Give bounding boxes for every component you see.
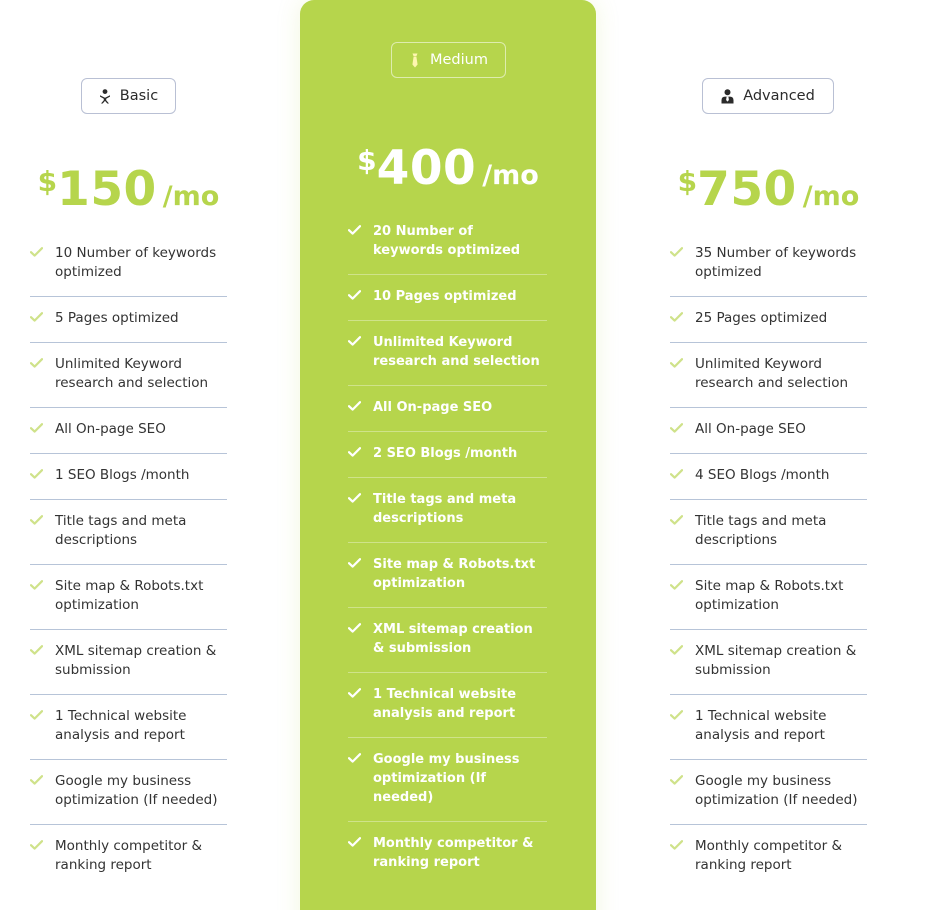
checkmark-icon <box>348 834 373 847</box>
price-amount: 750 <box>697 162 797 217</box>
feature-text: Site map & Robots.txt optimization <box>373 557 536 591</box>
checkmark-icon <box>30 642 55 655</box>
plan-badge-label: Medium <box>430 52 488 68</box>
price-period: /mo <box>802 181 860 212</box>
checkmark-icon <box>670 772 695 785</box>
checkmark-icon <box>348 444 373 457</box>
feature-text: Site map & Robots.txt optimization <box>695 578 844 613</box>
feature-text: Unlimited Keyword research and selection <box>695 356 849 391</box>
plan-price <box>300 141 596 196</box>
feature-text: All On-page SEO <box>695 421 806 437</box>
checkmark-icon <box>670 355 695 368</box>
feature-text: 1 Technical website analysis and report <box>55 708 187 743</box>
feature-text: Monthly competitor & ranking report <box>695 838 843 873</box>
feature-text: Site map & Robots.txt optimization <box>55 578 204 613</box>
price-amount: 400 <box>376 141 477 196</box>
checkmark-icon <box>348 685 373 698</box>
feature-text: Unlimited Keyword research and selection <box>55 356 209 391</box>
plan-badge-medium[interactable] <box>391 42 506 78</box>
plan-badge-basic[interactable] <box>81 78 176 114</box>
feature-item <box>30 630 227 695</box>
feature-text: Title tags and meta descriptions <box>373 492 517 526</box>
price-period: /mo <box>482 160 539 191</box>
feature-text: XML sitemap creation & submission <box>373 622 533 656</box>
checkmark-icon <box>30 420 55 433</box>
checkmark-icon <box>30 512 55 525</box>
feature-item <box>670 695 867 760</box>
checkmark-icon <box>30 772 55 785</box>
plan-price <box>670 162 867 217</box>
feature-text: 1 Technical website analysis and report <box>373 687 517 721</box>
checkmark-icon <box>348 620 373 633</box>
feature-item <box>348 210 547 275</box>
price-currency: $ <box>357 144 377 177</box>
feature-text: Google my business optimization (If needed) <box>695 773 858 808</box>
feature-text: Google my business optimization (If needed) <box>373 752 520 805</box>
checkmark-icon <box>30 309 55 322</box>
business-user-icon <box>721 89 734 104</box>
price-period: /mo <box>162 181 220 212</box>
feature-text: All On-page SEO <box>373 400 493 415</box>
checkmark-icon <box>670 577 695 590</box>
checkmark-icon <box>30 466 55 479</box>
feature-item <box>30 454 227 500</box>
checkmark-icon <box>30 244 55 257</box>
feature-item <box>30 408 227 454</box>
feature-text: XML sitemap creation & submission <box>55 643 217 678</box>
feature-item <box>348 738 547 822</box>
checkmark-icon <box>348 490 373 503</box>
feature-item <box>670 760 867 825</box>
pricing-card-medium <box>300 0 596 910</box>
feature-item <box>30 297 227 343</box>
feature-text: 25 Pages optimized <box>695 310 828 326</box>
price-amount: 150 <box>57 162 157 217</box>
checkmark-icon <box>348 555 373 568</box>
checkmark-icon <box>348 333 373 346</box>
feature-item <box>30 500 227 565</box>
checkmark-icon <box>670 642 695 655</box>
feature-item <box>348 608 547 673</box>
feature-item <box>348 478 547 543</box>
feature-text: Title tags and meta descriptions <box>55 513 187 548</box>
feature-text: 20 Number of keywords optimized <box>373 224 521 258</box>
feature-list <box>348 210 547 886</box>
checkmark-icon <box>30 355 55 368</box>
checkmark-icon <box>348 222 373 235</box>
feature-text: 4 SEO Blogs /month <box>695 467 830 483</box>
feature-item <box>670 630 867 695</box>
feature-text: 35 Number of keywords optimized <box>695 245 857 280</box>
feature-item <box>670 408 867 454</box>
checkmark-icon <box>348 398 373 411</box>
price-currency: $ <box>677 165 698 198</box>
feature-item <box>670 565 867 630</box>
checkmark-icon <box>30 837 55 850</box>
feature-text: XML sitemap creation & submission <box>695 643 857 678</box>
feature-text: Unlimited Keyword research and selection <box>373 335 540 369</box>
person-icon <box>99 89 111 104</box>
checkmark-icon <box>348 287 373 300</box>
feature-text: 5 Pages optimized <box>55 310 179 326</box>
checkmark-icon <box>670 707 695 720</box>
feature-item <box>348 386 547 432</box>
feature-text: All On-page SEO <box>55 421 166 437</box>
feature-text: 2 SEO Blogs /month <box>373 446 518 461</box>
feature-item <box>670 454 867 500</box>
feature-text: Monthly competitor & ranking report <box>373 836 534 870</box>
feature-text: Title tags and meta descriptions <box>695 513 827 548</box>
feature-text: 10 Pages optimized <box>373 289 517 304</box>
plan-badge-label: Basic <box>119 88 159 104</box>
feature-item <box>30 825 227 889</box>
feature-item <box>348 673 547 738</box>
feature-text: 1 Technical website analysis and report <box>695 708 827 743</box>
feature-item <box>348 822 547 886</box>
feature-item <box>30 232 227 297</box>
feature-item <box>348 543 547 608</box>
tie-icon <box>409 53 421 68</box>
feature-item <box>348 432 547 478</box>
feature-item <box>670 500 867 565</box>
checkmark-icon <box>348 750 373 763</box>
feature-item <box>670 825 867 889</box>
feature-item <box>670 343 867 408</box>
checkmark-icon <box>30 707 55 720</box>
checkmark-icon <box>670 466 695 479</box>
feature-item <box>670 232 867 297</box>
feature-text: Monthly competitor & ranking report <box>55 838 203 873</box>
feature-item <box>30 565 227 630</box>
feature-text: 10 Number of keywords optimized <box>55 245 217 280</box>
feature-item <box>30 343 227 408</box>
checkmark-icon <box>670 837 695 850</box>
feature-text: 1 SEO Blogs /month <box>55 467 190 483</box>
feature-item <box>348 275 547 321</box>
feature-item <box>30 695 227 760</box>
feature-list <box>30 232 227 889</box>
plan-price <box>30 162 227 217</box>
plan-badge-advanced[interactable] <box>702 78 834 114</box>
feature-item <box>30 760 227 825</box>
price-currency: $ <box>37 165 58 198</box>
feature-text: Google my business optimization (If needed) <box>55 773 218 808</box>
checkmark-icon <box>670 244 695 257</box>
feature-item <box>670 297 867 343</box>
checkmark-icon <box>670 309 695 322</box>
checkmark-icon <box>30 577 55 590</box>
feature-list <box>670 232 867 889</box>
checkmark-icon <box>670 420 695 433</box>
feature-item <box>348 321 547 386</box>
plan-badge-label: Advanced <box>743 88 815 104</box>
checkmark-icon <box>670 512 695 525</box>
